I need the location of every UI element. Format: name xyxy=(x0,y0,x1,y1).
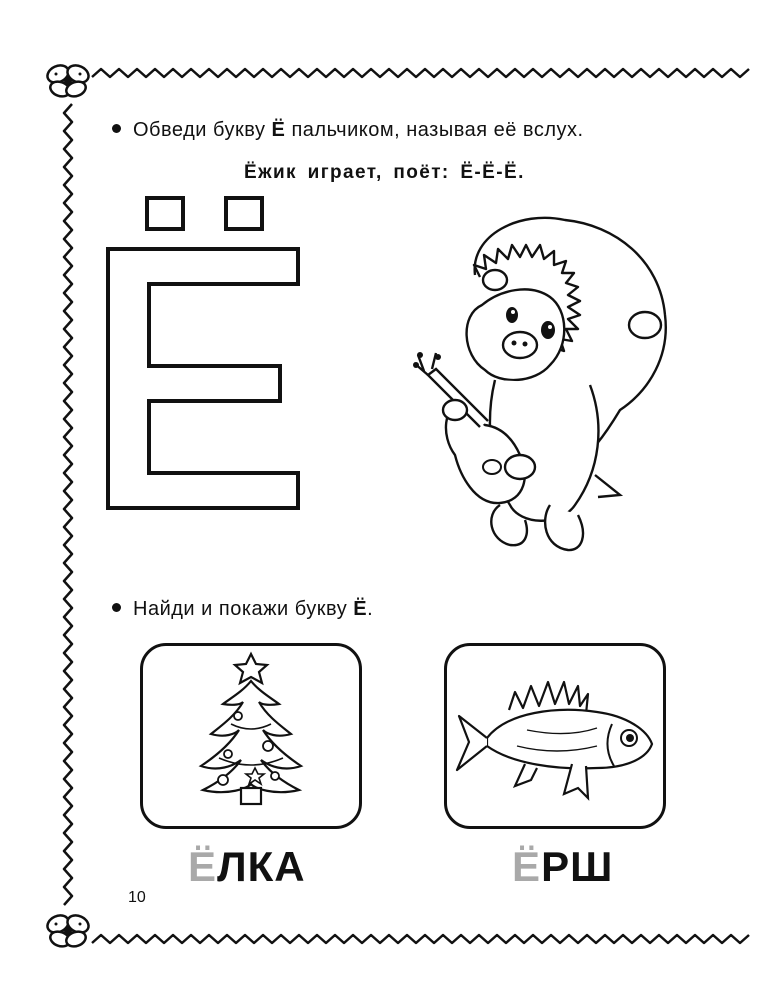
trace-instruction-letter: Ё xyxy=(271,119,286,141)
ruffe-fish-icon xyxy=(447,646,663,826)
page-number: 10 xyxy=(128,889,146,906)
rhyme-line: Ёжик играет, поёт: Ё-Ё-Ё. xyxy=(244,162,525,183)
trace-instruction xyxy=(112,119,584,142)
word-fish-first-letter: Ё xyxy=(512,843,542,890)
bottom-zigzag-line xyxy=(92,935,749,943)
picture-card-fish xyxy=(444,643,666,829)
word-tree-rest: ЛКА xyxy=(217,843,306,890)
left-zigzag-line xyxy=(64,104,72,905)
find-instruction-post: . xyxy=(367,598,374,620)
word-fish-rest: РШ xyxy=(541,843,614,890)
bullet-icon xyxy=(112,124,121,133)
find-instruction-pre: Найди и покажи букву xyxy=(133,598,354,620)
word-tree xyxy=(188,843,306,891)
flower-corner-icon xyxy=(45,912,92,949)
letter-dot-left xyxy=(147,198,183,229)
bullet-icon xyxy=(112,603,121,612)
top-zigzag-line xyxy=(92,69,749,77)
find-instruction-letter: Ё xyxy=(353,598,368,620)
trace-instruction-post: пальчиком, называя её вслух. xyxy=(285,119,584,141)
flower-corner-icon xyxy=(45,62,92,99)
big-letter-outline xyxy=(105,193,305,513)
find-instruction xyxy=(112,598,373,621)
picture-card-tree xyxy=(140,643,362,829)
letter-dot-right xyxy=(226,198,262,229)
hedgehog-with-guitar-illustration xyxy=(400,205,690,575)
christmas-tree-icon xyxy=(143,646,359,826)
word-fish xyxy=(512,843,613,891)
word-tree-first-letter: Ё xyxy=(188,843,218,890)
trace-instruction-pre: Обведи букву xyxy=(133,119,272,141)
letter-e-body xyxy=(108,249,298,508)
